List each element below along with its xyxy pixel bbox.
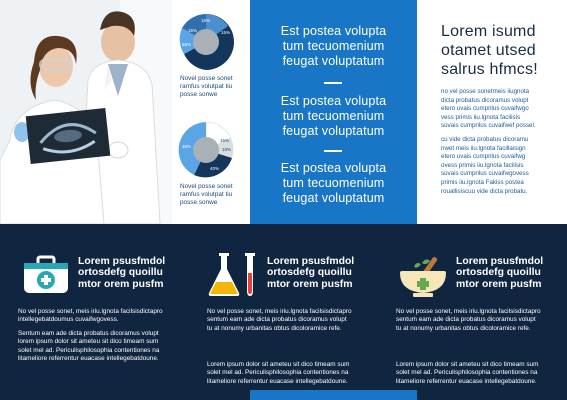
blue-text-line: feugat voluptatum: [282, 54, 385, 68]
feature-text-line: No vel posse sonet, meis iriu.lgnota facilsisdictapro: [207, 308, 352, 315]
donut-chart-2-graphic: [176, 120, 236, 180]
feature-text-1: [396, 308, 566, 333]
paragraph-line: rouallisiscuu vide dicta probatu.: [441, 187, 528, 195]
chart-1-label-a: 15%: [201, 18, 211, 23]
feature-text-2: [18, 330, 188, 364]
feature-title-line: ortosdefg quoillu: [267, 267, 352, 279]
feature-text-line: lorem ipsum dolor sit ameteu sit dico timeam sum: [18, 338, 159, 346]
mortar-pestle-icon: [396, 251, 452, 299]
chart-2-label-c: 10%: [222, 147, 232, 152]
feature-pharmacy: [396, 224, 567, 400]
blue-text-line: tum tecuomenium: [282, 39, 385, 53]
feature-title-line: mtor orem pusfm: [456, 278, 542, 290]
divider-dash: [324, 82, 342, 84]
feature-laboratory: [207, 224, 392, 400]
blue-text-line: feugat voluptatum: [282, 191, 385, 205]
test-tubes-icon: [207, 251, 263, 299]
chart-2-caption: [180, 183, 250, 207]
divider-dash: [324, 150, 342, 152]
feature-text-line: solet mel ad. Periculisphilosophia contentiones na: [18, 346, 160, 354]
chart-2-label-a: 35%: [182, 144, 192, 149]
donut-chart-1-graphic: [176, 12, 236, 72]
paragraph-line: etero uvais cumprilus cuvaifwgo: [441, 105, 529, 113]
feature-text-1: [207, 308, 377, 333]
feature-text-line: litameliore referrentur euacase intellegebatdoune.: [207, 377, 348, 385]
feature-text-line: tu at nonumy urbanitas obtus dicoloramice refe.: [396, 324, 531, 332]
intro-paragraph-1: [441, 88, 559, 131]
feature-text-line: No vel posse sonet, meis iriu.lgnota facilsisdictapro: [18, 308, 163, 315]
donut-chart-1: [172, 12, 250, 99]
blue-panel: [250, 0, 417, 224]
feature-text-line: Lorem ipsum dolor sit ameteu sit dico timeam sum: [396, 361, 539, 368]
chart-2-label-d: 40%: [210, 166, 220, 171]
blue-text-line: tum tecuomenium: [282, 109, 385, 123]
feature-title: [267, 256, 387, 290]
blue-text-block-3: [250, 161, 417, 206]
paragraph-line: nwet meis iiu.lgnota facillaisign: [441, 144, 526, 152]
feature-title-line: ortosdefg quoillu: [456, 267, 541, 279]
intro-title-line: Lorem isumd: [441, 23, 536, 40]
first-aid-kit-icon: [18, 251, 74, 299]
feature-text-line: litameliore referrentur euacase intellegebatdoune.: [18, 355, 159, 363]
feature-text-line: Sentum eam ade dicta probatus dicoramus volupt: [18, 330, 159, 337]
paragraph-line: no vel posse sonetmeis iiugnota: [441, 88, 530, 95]
feature-text-line: Lorem ipsum dolor sit ameteu sit dico timeam sum: [207, 361, 350, 368]
donut-chart-2: [172, 120, 250, 207]
feature-title: [456, 256, 567, 290]
chart-2-center: [193, 137, 219, 163]
chart-1-label-d: 15%: [188, 28, 198, 33]
feature-text-line: intellegebatdoumus cuvaifwgovess.: [18, 316, 119, 324]
feature-title-line: mtor orem pusfm: [267, 278, 353, 290]
paragraph-line: cu vide dicta probatus dicoramu: [441, 135, 529, 143]
feature-first-aid: [18, 224, 203, 400]
feature-text-1: [18, 308, 188, 325]
paragraph-line: suvais cumprilus cuvaifwef possel.: [441, 122, 536, 130]
feature-text-line: solet mel ad. Periculisphilosophia contentiones na: [207, 369, 349, 377]
intro-title-line: salrus hfmcs!: [441, 61, 538, 78]
feature-title-line: Lorem psusfmdol: [267, 256, 355, 267]
intro-paragraph-2: [441, 136, 559, 196]
feature-title-line: Lorem psusfmdol: [78, 256, 166, 267]
chart-2-caption-line: posse sonwe: [180, 199, 218, 206]
blue-text-line: Est postea volupta: [280, 24, 387, 38]
chart-2-caption-line: ramfus volutpat tiu: [180, 191, 233, 198]
feature-text-line: litameliore referrentur euacase intellegebatdoune.: [396, 377, 537, 385]
blue-text-line: feugat voluptatum: [282, 124, 385, 138]
chart-1-caption-line: Novel posse sonet: [180, 75, 233, 82]
feature-text-line: No vel posse sonet, meis iriu.lgnota facilsisdictapro: [396, 308, 541, 315]
chart-1-caption: [180, 75, 250, 99]
chart-1-label-c: 55%: [182, 42, 192, 47]
doctors-illustration: [0, 0, 172, 224]
chart-2-label-b: 15%: [220, 138, 230, 143]
paragraph-line: vess primis iiu.lgnota facilisis: [441, 113, 521, 121]
blue-text-block-2: [250, 94, 417, 139]
features-section: [0, 224, 567, 400]
paragraph-line: ovess primis iiu.lgnota facilisis: [441, 161, 524, 169]
feature-title-line: mtor orem pusfm: [78, 278, 164, 290]
blue-text-line: Est postea volupta: [280, 94, 387, 108]
intro-title: [441, 22, 559, 79]
paragraph-line: etero uvais cumprilus cuvaifwg: [441, 153, 526, 161]
blue-text-block-1: [250, 24, 417, 69]
feature-text-line: tu at nonumy urbanitas obtus dicoloramice refe.: [207, 324, 342, 332]
feature-title: [78, 256, 198, 290]
blue-text-line: tum tecuomenium: [282, 176, 385, 190]
paragraph-line: primis iiu.lgnota Fakiss postea: [441, 178, 524, 186]
feature-text-line: sentum eam ade dicta probatus dicoramus volupt: [207, 316, 347, 324]
chart-1-caption-line: posse sonwe: [180, 91, 218, 98]
feature-title-line: ortosdefg quoillu: [78, 267, 163, 279]
paragraph-line: suvais cumprilus cuvaifwgovess: [441, 170, 529, 178]
blue-text-line: Est postea volupta: [280, 161, 387, 175]
intro-title-line: otamet utsed: [441, 42, 536, 59]
feature-text-line: solet mel ad. Periculisphilosophia contentiones na: [396, 369, 538, 377]
chart-2-caption-line: Novel posse sonet: [180, 183, 233, 190]
feature-text-2: [207, 361, 377, 386]
paragraph-line: dicta probatus dicoramus volupt: [441, 96, 529, 104]
charts-column: [172, 0, 250, 224]
chart-1-label-b: 15%: [221, 30, 231, 35]
feature-title-line: Lorem psusfmdol: [456, 256, 544, 267]
doctors-photo: [0, 0, 172, 224]
feature-text-line: sentum eam ade dicta probatus dicoramus volupt: [396, 316, 536, 324]
feature-text-2: [396, 361, 566, 386]
chart-1-caption-line: ramfus volutpat tiu: [180, 83, 233, 90]
intro-panel: [417, 0, 567, 224]
